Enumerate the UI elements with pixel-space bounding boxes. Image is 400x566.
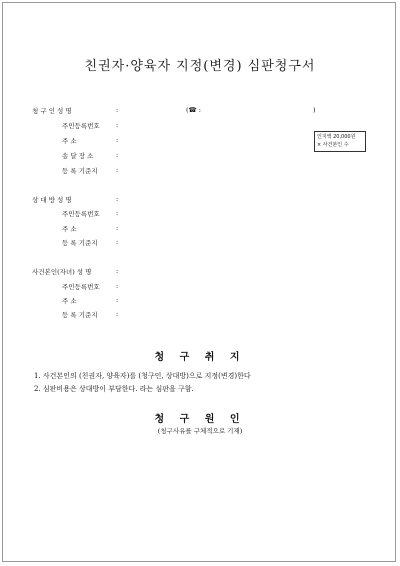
phone-label: (☎ : — [186, 106, 201, 114]
colon: : — [116, 106, 119, 114]
claimant-registry-label: 등 록 기준지 — [62, 167, 98, 175]
respondent-name-label: 상 대 방 성 명 — [32, 196, 72, 204]
colon: : — [116, 151, 119, 159]
purpose-item-1: 1. 사건본인의 (친권자, 양육자)를 (청구인, 상대방)으로 지정(변경)한다 — [34, 372, 251, 380]
colon: : — [116, 282, 119, 290]
purpose-item-2: 2. 심판비용은 상대방이 부담한다. 라는 심판을 구함. — [34, 385, 194, 393]
stamp-fee-box — [314, 131, 366, 152]
claimant-resident-no-label: 주민등록번호 — [62, 122, 100, 130]
colon: : — [116, 267, 119, 275]
colon: : — [116, 166, 119, 174]
stamp-fee-line2: × 사건본인 수 — [317, 142, 349, 148]
colon: : — [116, 310, 119, 318]
respondent-registry-label: 등 록 기준지 — [62, 239, 98, 247]
subject-name-label: 사건본인(자녀) 성 명 — [32, 268, 92, 276]
colon: : — [116, 296, 119, 304]
subject-address-label: 주 소 — [62, 297, 77, 305]
subject-registry-label: 등 록 기준지 — [62, 311, 98, 319]
claimant-address-label: 주 소 — [62, 137, 77, 145]
colon: : — [116, 195, 119, 203]
purpose-heading: 청 구 취 지 — [154, 352, 246, 363]
stamp-fee-line1: 인지액 20,000원 — [317, 134, 356, 140]
colon: : — [116, 209, 119, 217]
cause-heading: 청 구 원 인 — [154, 414, 246, 425]
phone-close: ) — [313, 106, 316, 114]
claimant-delivery-label: 송 달 장 소 — [62, 152, 94, 160]
colon: : — [116, 238, 119, 246]
document-title: 친권자·양육자 지정(변경) 심판청구서 — [84, 59, 316, 74]
subject-resident-no-label: 주민등록번호 — [62, 283, 100, 291]
respondent-address-label: 주 소 — [62, 225, 77, 233]
colon: : — [116, 121, 119, 129]
respondent-resident-no-label: 주민등록번호 — [62, 210, 100, 218]
colon: : — [116, 224, 119, 232]
cause-note: (청구사유를 구체적으로 기재) — [157, 427, 243, 435]
claimant-name-label: 청 구 인 성 명 — [32, 107, 72, 115]
colon: : — [116, 136, 119, 144]
